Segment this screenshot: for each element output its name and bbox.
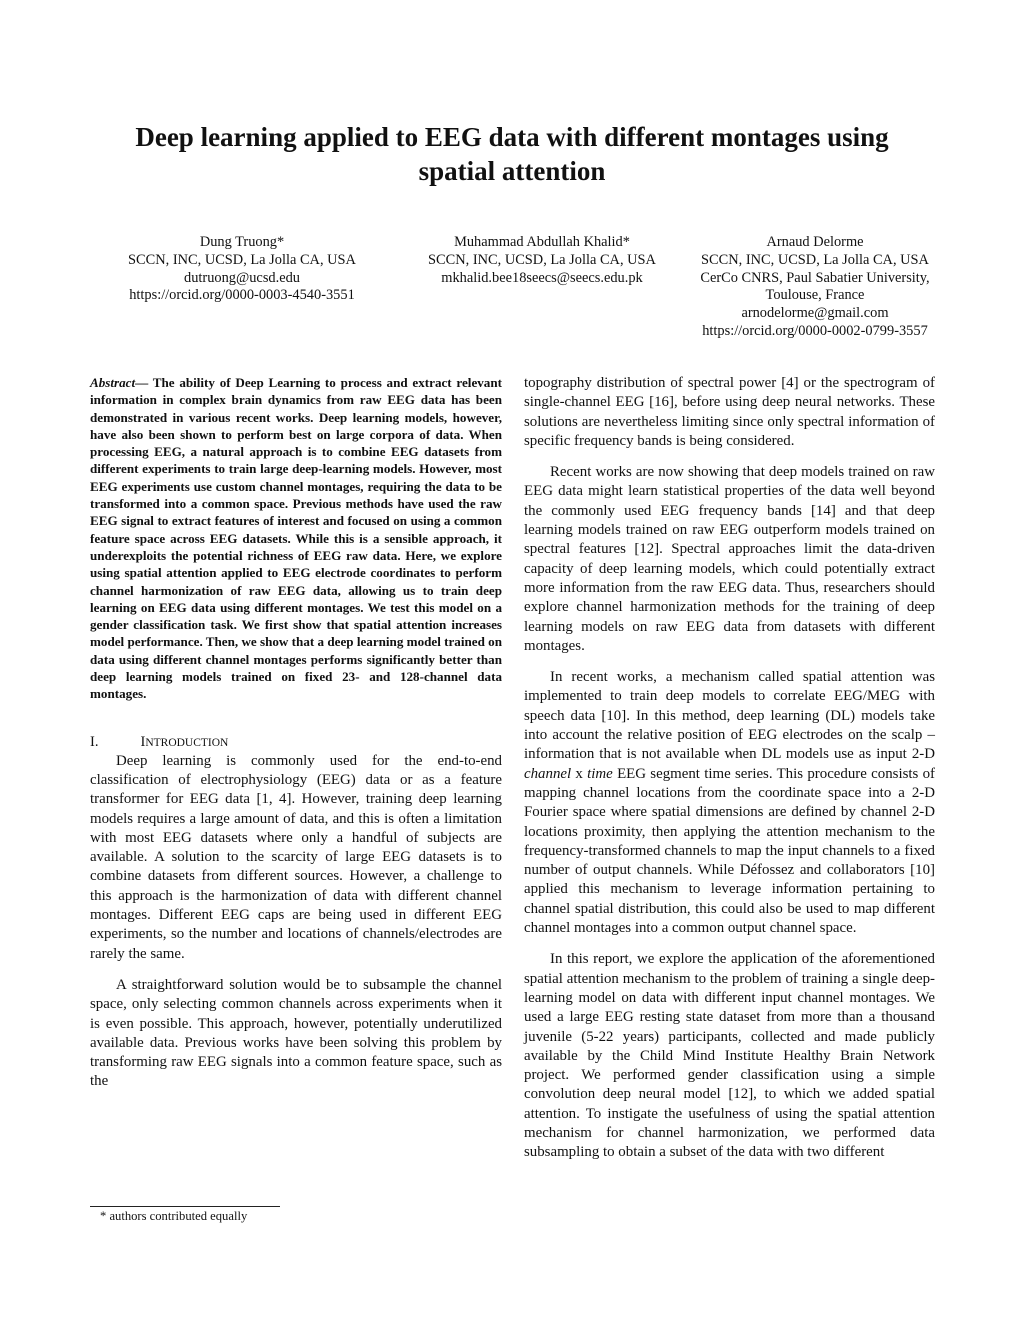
author-affiliation: SCCN, INC, UCSD, La Jolla CA, USA bbox=[128, 251, 356, 268]
author-affiliation: SCCN, INC, UCSD, La Jolla CA, USA bbox=[701, 251, 929, 268]
footnote: * authors contributed equally bbox=[100, 1209, 248, 1223]
author-block-3 bbox=[680, 234, 950, 341]
author-orcid: https://orcid.org/0000-0002-0799-3557 bbox=[702, 322, 928, 339]
section-title-rest: NTRODUCTION bbox=[145, 736, 229, 749]
abstract bbox=[90, 374, 502, 703]
section-number: I. bbox=[90, 733, 99, 750]
author-location: Toulouse, France bbox=[765, 287, 865, 304]
author-name: Dung Truong* bbox=[199, 234, 285, 250]
paragraph-text: EEG segment time series. This procedure consists of mapping channel locations from the coordinate space into a 2-D Fourier space where spatial dimensions are defined by channel 2-D locations proximity, then applying the attention mechanism to the frequency-transformed channels to map the input channels to a fixed number of output channels. While Défossez and collaborators [10] applied this mechanism to leverage information pertaining to channel spatial distribution, this could also be used to map different channel montages into a common output channel space. bbox=[524, 765, 935, 937]
author-block-1 bbox=[112, 234, 372, 305]
times-symbol: x bbox=[571, 765, 588, 782]
author-email: dutruong@ucsd.edu bbox=[184, 269, 300, 286]
author-block-2 bbox=[412, 234, 672, 287]
author-name: Arnaud Delorme bbox=[766, 234, 864, 250]
right-paragraph-4: In this report, we explore the application of the aforementioned spatial attention mechanism to the problem of training a single deep-learning model on data with different input channel montages. We used a large EEG resting state dataset from more than a thousand juvenile (5-22 years) participants, collected and made publicly available by the Child Mind Institute Healthy Brain Network project. We performed gender classification using a simple convolution deep neural model [12], to which we added spatial attention. To instigate the usefulness of using the spatial attention mechanism for channel harmonization, we performed data subsampling to obtain a subset of the data with two different bbox=[524, 951, 935, 1161]
author-affiliation: SCCN, INC, UCSD, La Jolla CA, USA bbox=[428, 251, 656, 268]
author-affiliation-2: CerCo CNRS, Paul Sabatier University, bbox=[700, 269, 930, 286]
channel-term: channel bbox=[524, 765, 572, 782]
section-heading-introduction bbox=[90, 733, 502, 752]
time-term: time bbox=[587, 765, 613, 782]
right-column bbox=[524, 374, 935, 1163]
footnote-rule bbox=[90, 1206, 280, 1207]
right-paragraph-2: Recent works are now showing that deep models trained on raw EEG data might learn statistical properties of the data well beyond the commonly used EEG frequency bands [14] and that deep learning models trained on raw EEG outperform models trained on spectral features [12]. Spectral approaches limit the data-driven capacity of deep learning models, which could potentially extract more information from the raw EEG data. Thus, researchers should explore channel harmonization methods for the training of deep learning models on raw EEG data from datasets with different montages. bbox=[524, 464, 935, 654]
section-title-initial: I bbox=[140, 733, 146, 750]
author-name: Muhammad Abdullah Khalid* bbox=[454, 234, 630, 250]
paper-title: Deep learning applied to EEG data with different montages using spatial attention bbox=[135, 122, 889, 186]
right-paragraph-3 bbox=[524, 668, 935, 938]
author-email: mkhalid.bee18seecs@seecs.edu.pk bbox=[441, 269, 643, 286]
intro-paragraph-2: A straightforward solution would be to subsample the channel space, only selecting common channels across experiments when it is even possible. This approach, however, potentially underutilized available data. Previous works have been solving this problem by transforming raw EEG signals into a common feature space, such as the bbox=[90, 976, 502, 1090]
author-orcid: https://orcid.org/0000-0003-4540-3551 bbox=[129, 287, 355, 304]
intro-paragraph-1: Deep learning is commonly used for the end-to-end classification of electrophysiology (EEG) data or as a feature transformer for EEG data [1, 4]. However, training deep learning models requires a large amount of data, and this is often a limitation with most EEG datasets where only a handful of subjects are available. A solution to the scarcity of large EEG datasets is to combine datasets from different sources. However, a challenge to this approach is the harmonization of data with different channel montages. Different EEG caps are being used in different EEG experiments, so the number and locations of channels/electrodes are rarely the same. bbox=[90, 752, 502, 962]
right-paragraph-1: topography distribution of spectral power [4] or the spectrogram of single-channel EEG [16], before using deep neural networks. These solutions are nevertheless limiting since only spectral information of specific frequency bands is being considered. bbox=[524, 375, 935, 449]
paragraph-text: In recent works, a mechanism called spatial attention was implemented to train deep models to correlate EEG/MEG with speech data [10]. In this method, deep learning (DL) models take into account the relative position of EEG electrodes on the scalp – information that is not available when DL models use as input 2-D bbox=[524, 669, 935, 763]
abstract-text: The ability of Deep Learning to process and extract relevant information in complex brain dynamics from raw EEG data has been demonstrated in various recent works. Deep learning models, however, have also been shown to perform best on large corpora of data. When processing EEG, a natural approach is to combine EEG datasets from different experiments to train large deep-learning models. However, most EEG experiments use custom channel montages, requiring the data to be transformed into a common space. Previous methods have used the raw EEG signal to extract features of interest and focused on using a common feature space across EEG datasets. While this is a sensible approach, it underexploits the potential richness of EEG raw data. Here, we explore using spatial attention applied to EEG electrode coordinates to perform channel harmonization of raw EEG data, allowing us to train deep learning on EEG data using different montages. We test this model on a gender classification task. We first show that spatial attention increases model performance. Then, we show that a deep learning model trained on data using different channel montages performs significantly better than deep learning models trained on fixed 23- and 128-channel data montages. bbox=[90, 375, 502, 702]
abstract-label: Abstract bbox=[90, 375, 136, 390]
left-column bbox=[90, 374, 502, 1092]
author-email: arnodelorme@gmail.com bbox=[741, 305, 889, 322]
abstract-dash: — bbox=[135, 375, 153, 390]
